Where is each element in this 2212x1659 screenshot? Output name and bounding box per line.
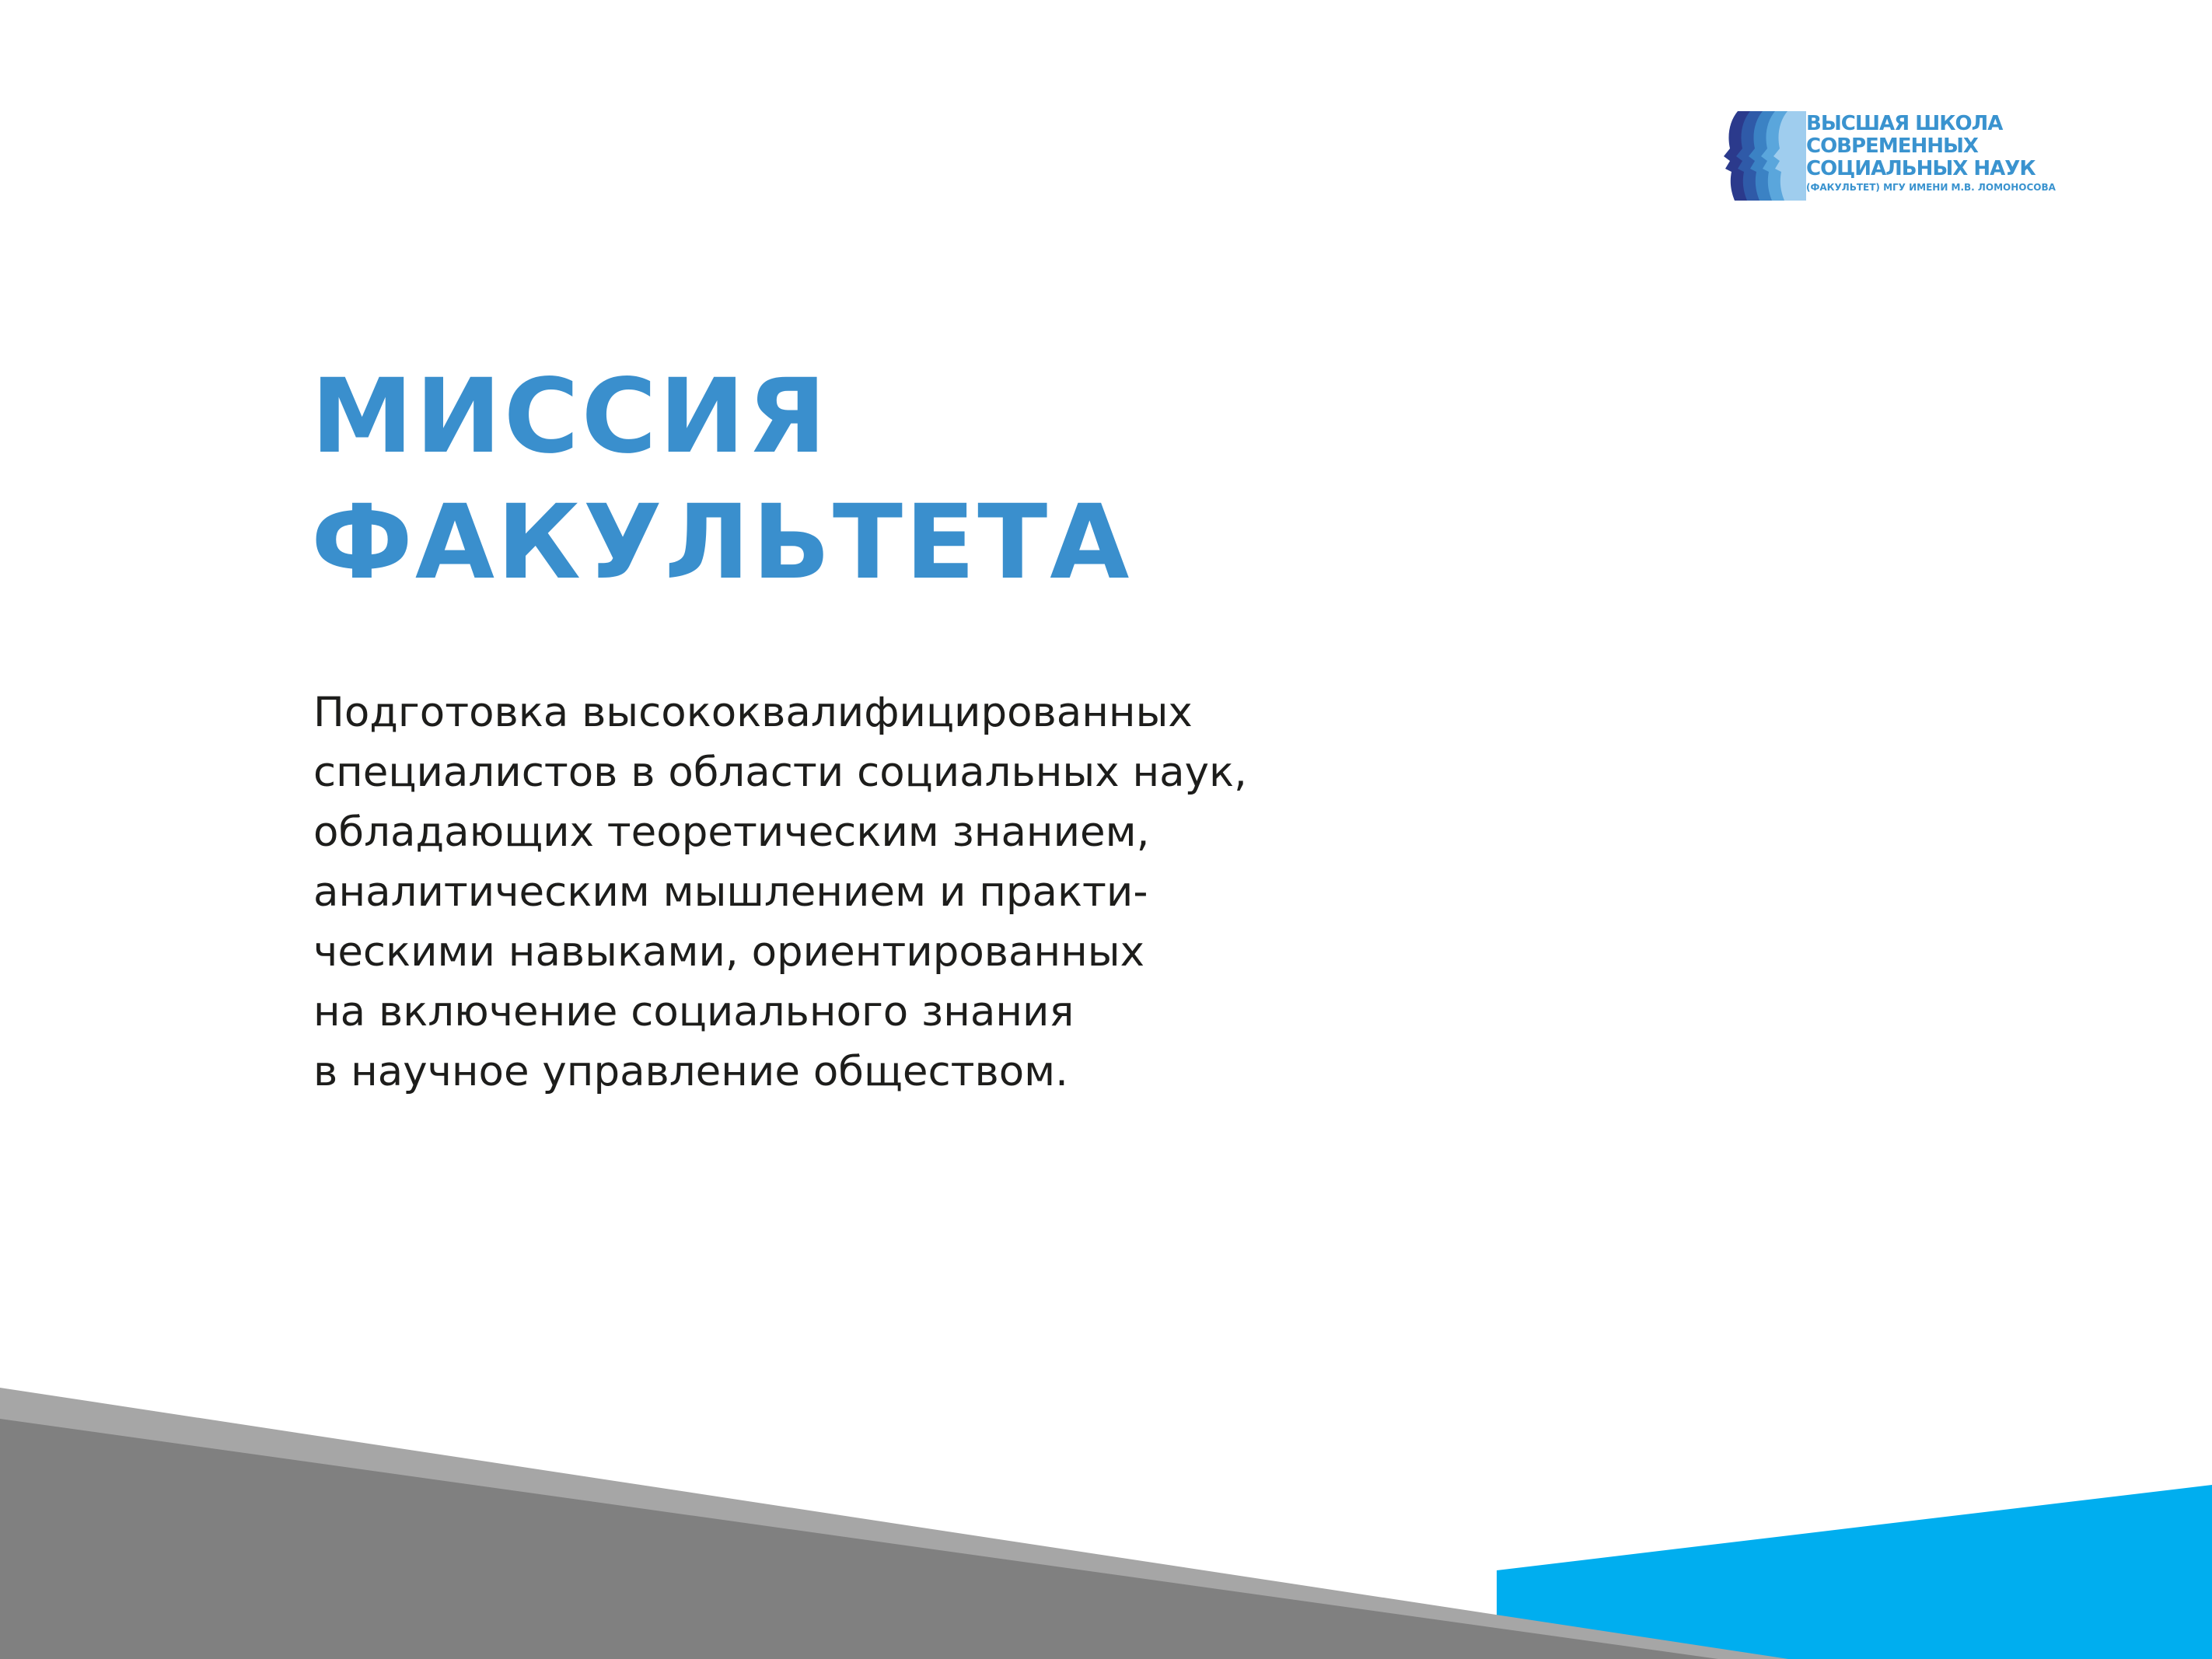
title-line-1: МИССИЯ (311, 357, 829, 477)
logo-text (1806, 113, 2056, 194)
mission-line: ческими навыками, ориентированных (313, 928, 1145, 976)
bottom-decoration (0, 1368, 2212, 1659)
profiles-heads-icon (1714, 111, 1806, 201)
mission-line: в научное управление обществом. (313, 1048, 1068, 1095)
mission-line: аналитическим мышлением и практи- (313, 868, 1148, 916)
mission-line: Подготовка высококвалифицированных (313, 689, 1193, 736)
title-line-2: ФАКУЛЬТЕТА (311, 483, 1132, 602)
page-title (311, 354, 1131, 606)
mission-line: на включение социального знания (313, 988, 1075, 1036)
logo-line-3: СОЦИАЛЬНЫХ НАУК (1806, 157, 2036, 180)
faculty-logo (1714, 111, 2088, 201)
mission-line: обладающих теоретическим знанием, (313, 809, 1150, 856)
logo-line-2: СОВРЕМЕННЫХ (1806, 134, 1978, 158)
logo-line-1: ВЫСШАЯ ШКОЛА (1806, 112, 2003, 135)
mission-line: специалистов в области социальных наук, (313, 749, 1247, 796)
logo-subline: (ФАКУЛЬТЕТ) МГУ ИМЕНИ М.В. ЛОМОНОСОВА (1806, 182, 2056, 193)
mission-text (313, 683, 1340, 1102)
